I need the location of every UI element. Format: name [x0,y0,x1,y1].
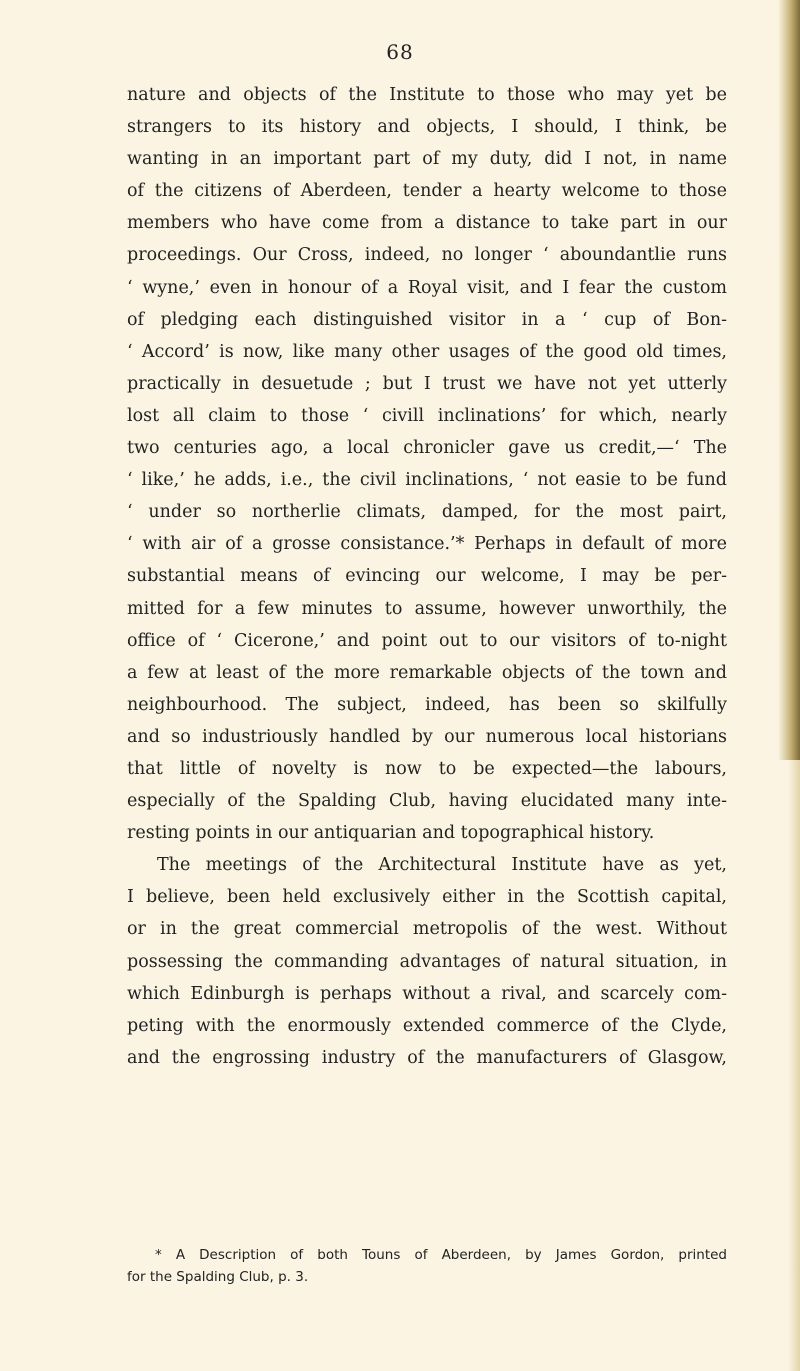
page-edge-stain [778,0,800,760]
text-line: peting with the enormously extended commerce of the Clyde, [127,1015,727,1036]
footnote [127,1244,727,1288]
text-line: a few at least of the more remarkable objects of the town and [127,662,727,683]
text-line: wanting in an important part of my duty, did I not, in name [127,149,727,170]
text-line: two centuries ago, a local chronicler gave us credit,—‘ The [127,438,727,459]
text-line: and so industriously handled by our numerous local historians [127,726,727,747]
footnote-line: for the Spalding Club, p. 3. [127,1269,309,1285]
text-line: ‘ like,’ he adds, i.e., the civil inclinations, ‘ not easie to be fund [127,470,727,491]
text-line: members who have come from a distance to take part in our [127,213,727,234]
text-line: resting points in our antiquarian and topographical history. [127,823,655,844]
text-line: which Edinburgh is perhaps without a rival, and scarcely com- [127,983,727,1004]
text-line: or in the great commercial metropolis of the west. Without [127,919,727,940]
text-line: that little of novelty is now to be expected—the labours, [127,758,727,779]
text-line: practically in desuetude ; but I trust we have not yet utterly [127,373,727,394]
text-line: of pledging each distinguished visitor in a ‘ cup of Bon- [127,309,727,330]
text-line: mitted for a few minutes to assume, however unworthily, the [127,598,727,619]
page-edge-stain-lower [788,760,800,1371]
text-line: proceedings. Our Cross, indeed, no longer ‘ aboundantlie runs [127,245,727,266]
footnote-line: * A Description of both Touns of Aberdeen, by James Gordon, printed [155,1247,727,1263]
text-line: I believe, been held exclusively either in the Scottish capital, [127,887,727,908]
text-line: ‘ with air of a grosse consistance.’* Perhaps in default of more [127,534,727,555]
text-line: lost all claim to those ‘ civill inclinations’ for which, nearly [127,405,727,426]
text-line: office of ‘ Cicerone,’ and point out to our visitors of to-night [127,630,727,651]
body-text [127,79,727,1074]
text-line: The meetings of the Architectural Institute have as yet, [157,855,727,876]
text-line: ‘ Accord’ is now, like many other usages of the good old times, [127,341,727,362]
text-line: ‘ under so northerlie climats, damped, for the most pairt, [127,502,727,523]
text-line: neighbourhood. The subject, indeed, has been so skilfully [127,694,727,715]
page-number: 68 [386,40,414,64]
text-line: of the citizens of Aberdeen, tender a hearty welcome to those [127,181,727,202]
text-line: nature and objects of the Institute to those who may yet be [127,85,727,105]
text-line: substantial means of evincing our welcome, I may be per- [127,566,727,587]
text-line: possessing the commanding advantages of natural situation, in [127,951,727,972]
text-line: strangers to its history and objects, I should, I think, be [127,117,727,138]
text-line: and the engrossing industry of the manufacturers of Glasgow, [127,1047,727,1068]
text-line: ‘ wyne,’ even in honour of a Royal visit, and I fear the custom [127,277,727,298]
text-line: especially of the Spalding Club, having elucidated many inte- [127,791,727,812]
